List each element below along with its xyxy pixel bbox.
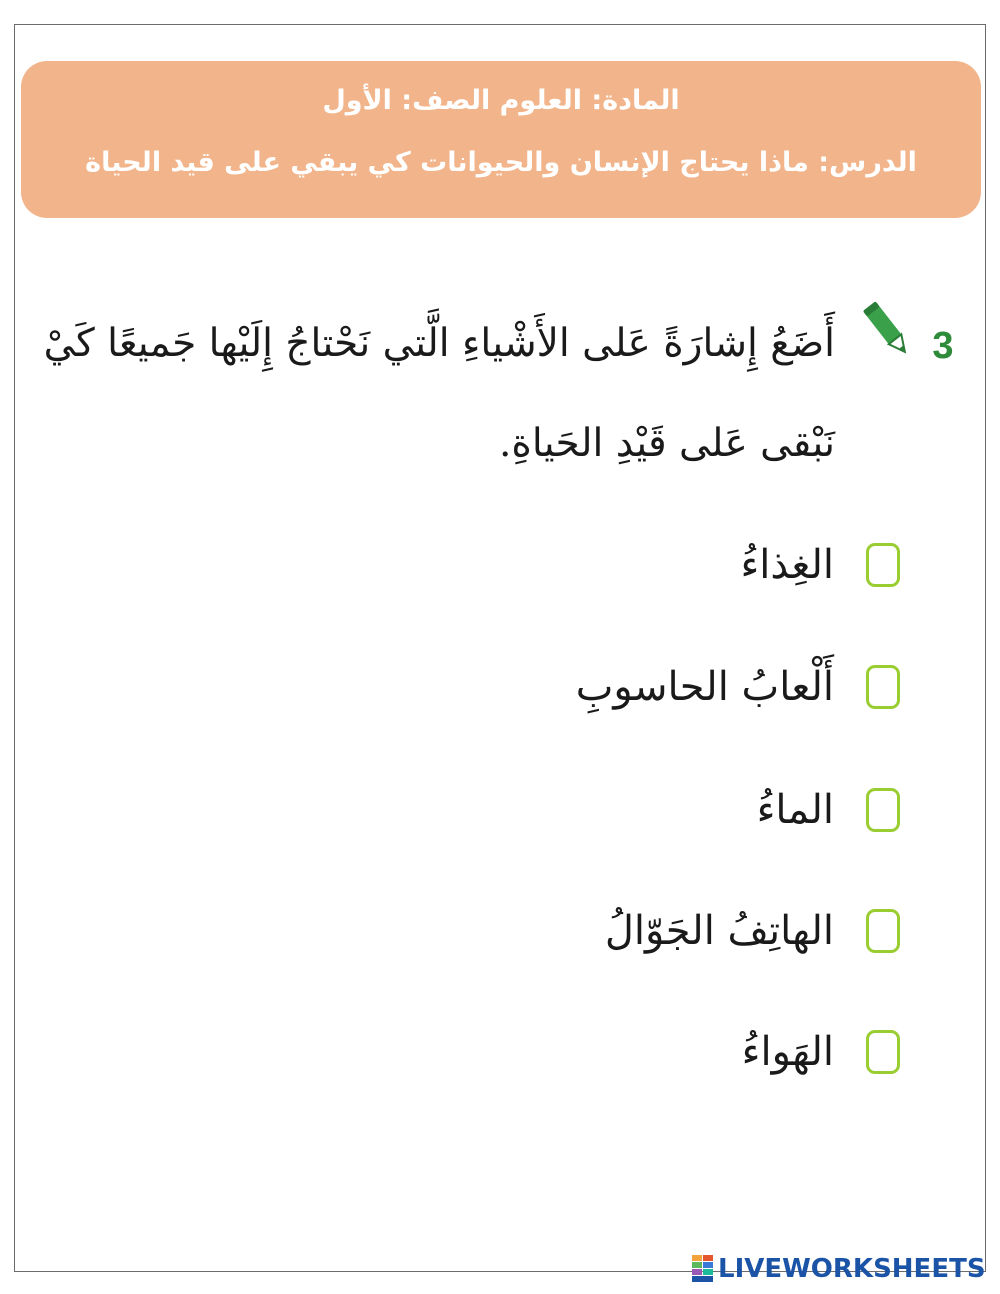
liveworksheets-brand[interactable] bbox=[692, 1252, 986, 1286]
option-air bbox=[400, 1017, 900, 1087]
option-checkbox[interactable] bbox=[866, 788, 900, 832]
option-label: الماءُ bbox=[756, 787, 834, 833]
brand-name: LIVEWORKSHEETS bbox=[718, 1254, 986, 1284]
option-label: أَلْعابُ الحاسوبِ bbox=[575, 664, 834, 710]
liveworksheets-logo-icon bbox=[692, 1255, 714, 1283]
option-mobile-phone bbox=[400, 896, 900, 966]
option-label: الغِذاءُ bbox=[740, 542, 834, 588]
pencil-icon bbox=[860, 294, 914, 364]
option-checkbox[interactable] bbox=[866, 665, 900, 709]
question-text: أَضَعُ إِشارَةً عَلى الأَشْياءِ الَّتي نَحْتاجُ إِلَيْها جَميعًا كَيْ نَبْقى عَلى قَيْدِ الحَياةِ. bbox=[43, 321, 835, 466]
subject-grade-line: المادة: العلوم الصف: الأول bbox=[322, 85, 680, 116]
header-banner bbox=[21, 61, 981, 218]
option-water bbox=[400, 775, 900, 845]
option-label: الهاتِفُ الجَوّالُ bbox=[604, 908, 834, 954]
option-computer-games bbox=[400, 652, 900, 722]
option-label: الهَواءُ bbox=[741, 1029, 834, 1075]
option-checkbox[interactable] bbox=[866, 1030, 900, 1074]
question-number: 3 bbox=[932, 325, 954, 367]
lesson-title-line: الدرس: ماذا يحتاج الإنسان والحيوانات كي يبقي على قيد الحياة bbox=[85, 147, 917, 178]
option-food bbox=[400, 530, 900, 600]
option-checkbox[interactable] bbox=[866, 909, 900, 953]
option-checkbox[interactable] bbox=[866, 543, 900, 587]
